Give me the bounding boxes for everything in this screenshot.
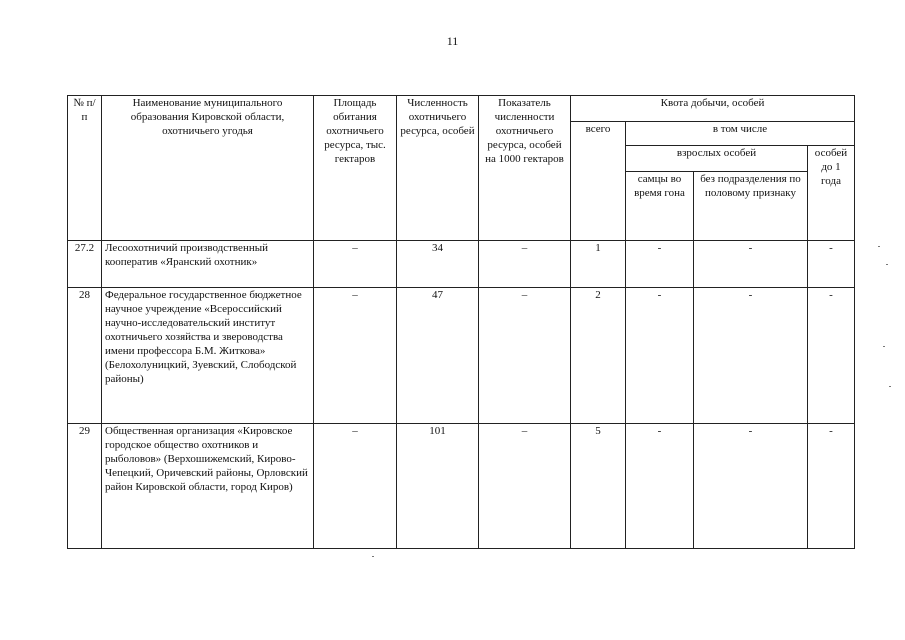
row-name: Лесоохотничий производственный кооператив «Яранский охотник»: [102, 241, 314, 288]
table-row: [68, 424, 855, 549]
row-total: 1: [571, 241, 626, 288]
header-young: особей до 1 года: [808, 146, 855, 241]
row-total: 2: [571, 288, 626, 424]
row-index: –: [479, 424, 571, 549]
scan-speck: [883, 346, 885, 347]
table-row: [68, 241, 855, 288]
row-young: -: [808, 241, 855, 288]
row-number: 29: [68, 424, 102, 549]
header-quota-group: Квота добычи, особей: [571, 96, 855, 122]
row-area: –: [314, 241, 397, 288]
scan-speck: [372, 556, 374, 557]
row-population: 47: [397, 288, 479, 424]
scan-speck: [878, 246, 880, 247]
scan-speck: [886, 264, 888, 265]
row-population: 34: [397, 241, 479, 288]
quota-table: [67, 95, 855, 549]
row-area: –: [314, 288, 397, 424]
header-including: в том числе: [626, 122, 855, 146]
table-row: [68, 288, 855, 424]
row-name: Федеральное государственное бюджетное научное учреждение «Всероссийский научно-исследовательский институт охотничьего хозяйства и звероводства имени профессора Б.М. Житкова» (Белохолуницкий, Зуевский, Слободской районы): [102, 288, 314, 424]
header-number: № п/п: [68, 96, 102, 241]
header-population: Численность охотничьего ресурса, особей: [397, 96, 479, 241]
header-index: Показатель численности охотничьего ресурса, особей на 1000 гектаров: [479, 96, 571, 241]
row-young: -: [808, 424, 855, 549]
header-area: Площадь обитания охотничьего ресурса, тыс. гектаров: [314, 96, 397, 241]
row-index: –: [479, 288, 571, 424]
row-males-rut: -: [626, 288, 694, 424]
header-males-rut: самцы во время гона: [626, 172, 694, 241]
row-total: 5: [571, 424, 626, 549]
row-population: 101: [397, 424, 479, 549]
row-males-rut: -: [626, 241, 694, 288]
row-no-sex-division: -: [694, 288, 808, 424]
row-number: 28: [68, 288, 102, 424]
page-number: 11: [446, 34, 459, 48]
row-number: 27.2: [68, 241, 102, 288]
row-name: Общественная организация «Кировское городское общество охотников и рыболовов» (Верхошижемский, Кирово-Чепецкий, Оричевский районы, Орловский район Кировской области, город Киров): [102, 424, 314, 549]
scan-speck: [889, 386, 891, 387]
header-total: всего: [571, 122, 626, 241]
row-area: –: [314, 424, 397, 549]
row-males-rut: -: [626, 424, 694, 549]
row-index: –: [479, 241, 571, 288]
header-name: Наименование муниципального образования Кировской области, охотничьего угодья: [102, 96, 314, 241]
header-no-sex-division: без подразделения по половому признаку: [694, 172, 808, 241]
row-no-sex-division: -: [694, 241, 808, 288]
row-no-sex-division: -: [694, 424, 808, 549]
header-adults: взрослых особей: [626, 146, 808, 172]
row-young: -: [808, 288, 855, 424]
